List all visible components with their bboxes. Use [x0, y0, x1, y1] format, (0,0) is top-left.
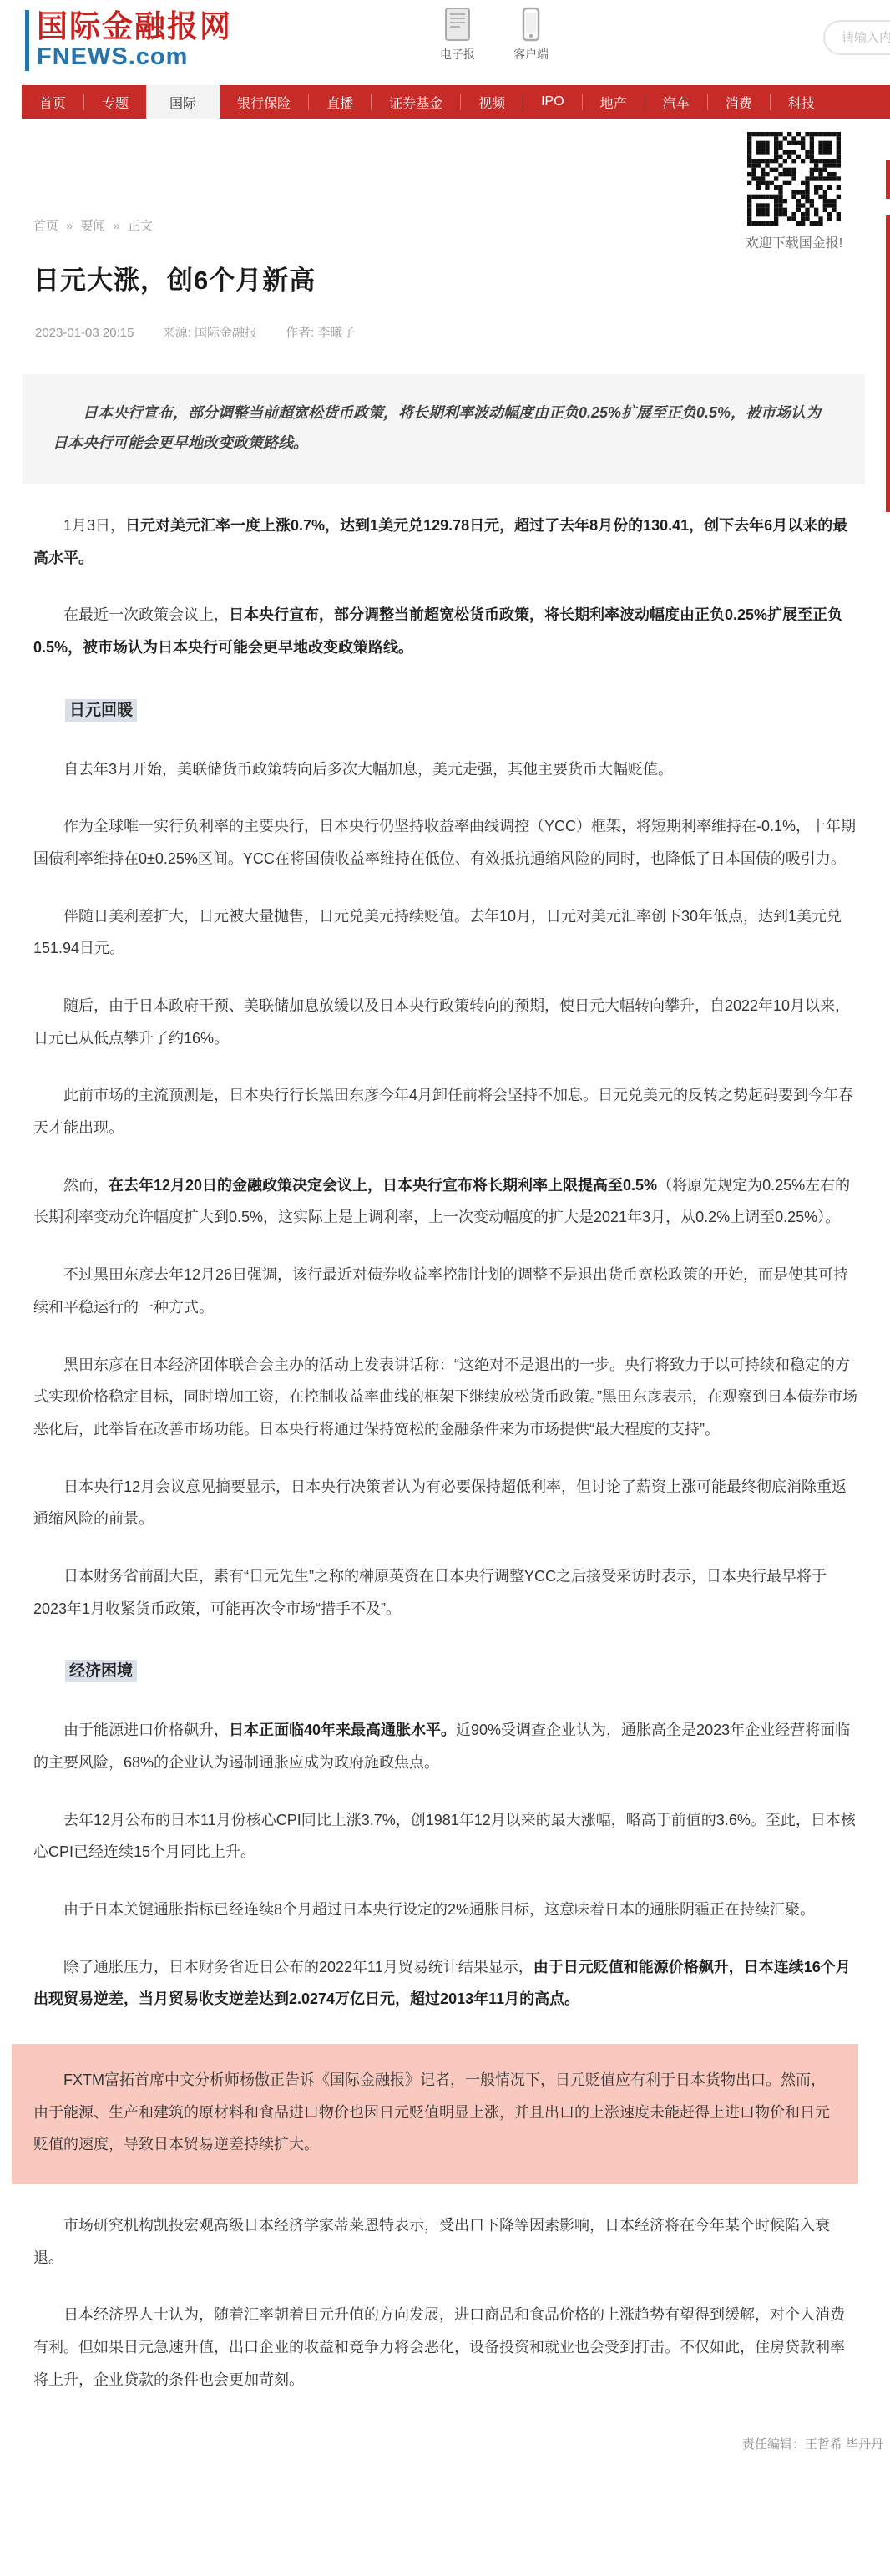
logo-subtitle: FNEWS.com [37, 43, 189, 70]
main-nav [22, 85, 890, 119]
edge-widget-sliver-bottom[interactable] [886, 215, 890, 512]
article-paragraph: 伴随日美利差扩大，日元被大量抛售，日元兑美元持续贬值。去年10月，日元对美元汇率创下30年低点，达到1美元兑151.94日元。 [33, 907, 842, 957]
section-heading [65, 694, 858, 728]
logo-title: 国际金融报网 [37, 9, 232, 43]
article-paragraph: 随后，由于日本政府干预、美联储加息放缓以及日本央行政策转向的预期，使日元大幅转向攀升，自2022年10月以来，日元已从低点攀升了约16%。 [33, 997, 851, 1047]
site-logo[interactable] [25, 10, 232, 71]
editor-credit: 责任编辑：王哲希 毕丹丹 [741, 2437, 883, 2452]
epaper-label: 电子报 [440, 48, 475, 61]
article-paragraph: 在最近一次政策会议上，日本央行宣布，部分调整当前超宽松货币政策，将长期利率波动幅度由正负0.25%扩展至正负0.5%，被市场认为日本央行可能会更早地改变政策路线。 [33, 606, 843, 657]
section-heading-text: 日元回暖 [65, 699, 137, 722]
breadcrumb-separator: » [113, 219, 120, 233]
nav-item-11[interactable]: 科技 [787, 96, 815, 111]
article-paragraph: 黑田东彦在日本经济团体联合会主办的活动上发表讲话称：“这绝对不是退出的一步。央行将致力于以可持续和稳定的方式实现价格稳定目标，同时增加工资，在控制收益率曲线的框架下继续放松货币政策。”黑田东彦表示，在观察到日本债券市场恶化后，此举旨在改善市场功能。日本央行将通过保持宽松的金融条件来为市场提供“最大程度的支持”。 [33, 1356, 857, 1438]
search-input[interactable] [842, 22, 890, 53]
article-source: 来源: 国际金融报 [162, 326, 257, 340]
article-paragraph: 1月3日，日元对美元汇率一度上涨0.7%，达到1美元兑129.78日元，超过了去年8月份的130.41，创下去年6月以来的最高水平。 [33, 517, 848, 566]
article-paragraph: 去年12月公布的日本11月份核心CPI同比上涨3.7%，创1981年12月以来的最大涨幅，略高于前值的3.6%。至此，日本核心CPI已经连续15个月同比上升。 [33, 1811, 856, 1861]
highlighted-paragraph: FXTM富拓首席中文分析师杨傲正告诉《国际金融报》记者，一般情况下，日元贬值应有利于日本货物出口。然而，由于能源、生产和建筑的原材料和食品进口物价也因日元贬值明显上涨，并且出口的上涨速度未能赶得上进口物价和日元贬值的速度，导致日本贸易逆差持续扩大。 [12, 2044, 858, 2184]
nav-item-1[interactable]: 专题 [102, 96, 129, 111]
breadcrumb-item-1[interactable]: 要闻 [80, 219, 106, 233]
article-paragraph: 此前市场的主流预测是，日本央行行长黑田东彦今年4月卸任前将会坚持不加息。日元兑美元的反转之势起码要到今年春天才能出现。 [33, 1087, 854, 1137]
nav-item-3[interactable]: 银行保险 [237, 96, 291, 111]
article-paragraph: 日本央行12月会议意见摘要显示，日本央行决策者认为有必要保持超低利率，但讨论了薪资上涨可能最终彻底消除重返通缩风险的前景。 [33, 1478, 847, 1528]
article-body [33, 510, 858, 2396]
article-author: 作者: 李曦子 [286, 326, 356, 340]
section-heading [65, 1655, 858, 1689]
breadcrumb-item-2[interactable]: 正文 [127, 219, 153, 233]
article-paragraph: 除了通胀压力，日本财务省近日公布的2022年11月贸易统计结果显示，由于日元贬值和能源价格飙升，日本连续16个月出现贸易逆差，当月贸易收支逆差达到2.0274万亿日元，超过2013年11月的高点。 [33, 1958, 851, 2008]
article-paragraph: 由于能源进口价格飙升，日本正面临40年来最高通胀水平。近90%受调查企业认为，通胀高企是2023年企业经营将面临的主要风险，68%的企业认为遏制通胀应成为政府施政焦点。 [33, 1722, 851, 1771]
mobile-app-label: 客户端 [513, 48, 549, 61]
mobile-app-link[interactable] [504, 7, 558, 63]
logo-accent-bar [25, 10, 29, 71]
epaper-icon [431, 7, 484, 42]
article-paragraph: 不过黑田东彦去年12月26日强调，该行最近对债券收益率控制计划的调整不是退出货币宽松政策的开始，而是使其可持续和平稳运行的一种方式。 [33, 1266, 849, 1316]
qr-widget [747, 132, 841, 251]
article-summary: 日本央行宣布，部分调整当前超宽松货币政策，将长期利率波动幅度由正负0.25%扩展至正负0.5%，被市场认为日本央行可能会更早地改变政策路线。 [23, 374, 865, 484]
breadcrumb-item-0[interactable]: 首页 [33, 219, 59, 233]
breadcrumb-separator: » [66, 219, 73, 233]
publish-date: 2023-01-03 20:15 [35, 326, 134, 340]
article-paragraph: 市场研究机构凯投宏观高级日本经济学家蒂莱恩特表示，受出口下降等因素影响，日本经济将在今年某个时候陷入衰退。 [33, 2217, 830, 2266]
article-meta [35, 323, 890, 341]
nav-item-7[interactable]: IPO [541, 94, 564, 109]
article-paragraph: 日本财务省前副大臣，素有“日元先生”之称的榊原英资在日本央行调整YCC之后接受采访时表示，日本央行最早将于2023年1月收紧货币政策，可能再次令市场“措手不及”。 [33, 1567, 827, 1617]
nav-item-2[interactable]: 国际 [146, 85, 220, 119]
edge-widget-sliver-top[interactable] [886, 160, 890, 199]
article-paragraph: 作为全球唯一实行负利率的主要央行，日本央行仍坚持收益率曲线调控（YCC）框架，将短期利率维持在-0.1%，十年期国债利率维持在0±0.25%区间。YCC在将国债收益率维持在低位、有效抵抗通缩风险的同时，也降低了日本国债的吸引力。 [33, 818, 857, 867]
nav-item-6[interactable]: 视频 [478, 96, 506, 111]
article-paragraph: 由于日本关键通胀指标已经连续8个月超过日本央行设定的2%通胀目标，这意味着日本的通胀阴霾正在持续汇聚。 [63, 1900, 816, 1918]
site-header [0, 0, 890, 85]
article [0, 259, 890, 2452]
nav-item-9[interactable]: 汽车 [662, 96, 690, 111]
qr-caption: 欢迎下载国金报! [745, 236, 843, 251]
nav-item-0[interactable]: 首页 [39, 96, 67, 111]
qr-code-image [747, 132, 841, 226]
mobile-app-icon [504, 7, 558, 42]
nav-item-10[interactable]: 消费 [725, 96, 752, 111]
article-paragraph: 日本经济界人士认为，随着汇率朝着日元升值的方向发展，进口商品和食品价格的上涨趋势有望得到缓解，对个人消费有利。但如果日元急速升值，出口企业的收益和竞争力将会恶化，设备投资和就业也会受到打击。不仅如此，住房贷款利率将上升，企业贷款的条件也会更加苛刻。 [33, 2306, 845, 2388]
search-box [823, 20, 890, 55]
article-paragraph: 自去年3月开始，美联储货币政策转向后多次大幅加息，美元走强，其他主要货币大幅贬值。 [63, 760, 674, 778]
section-heading-text: 经济困境 [65, 1660, 137, 1682]
nav-item-4[interactable]: 直播 [326, 96, 354, 111]
nav-item-5[interactable]: 证券基金 [389, 96, 443, 111]
article-title: 日元大涨，创6个月新高 [33, 266, 316, 295]
nav-item-8[interactable]: 地产 [599, 96, 627, 111]
epaper-link[interactable] [431, 7, 484, 63]
article-paragraph: 然而，在去年12月20日的金融政策决定会议上，日本央行宣布将长期利率上限提高至0.5%（将原先规定为0.25%左右的长期利率变动允许幅度扩大到0.5%，这实际上是上调利率，上一次变动幅度的扩大是2021年3月，从0.2%上调至0.25%）。 [33, 1176, 851, 1226]
